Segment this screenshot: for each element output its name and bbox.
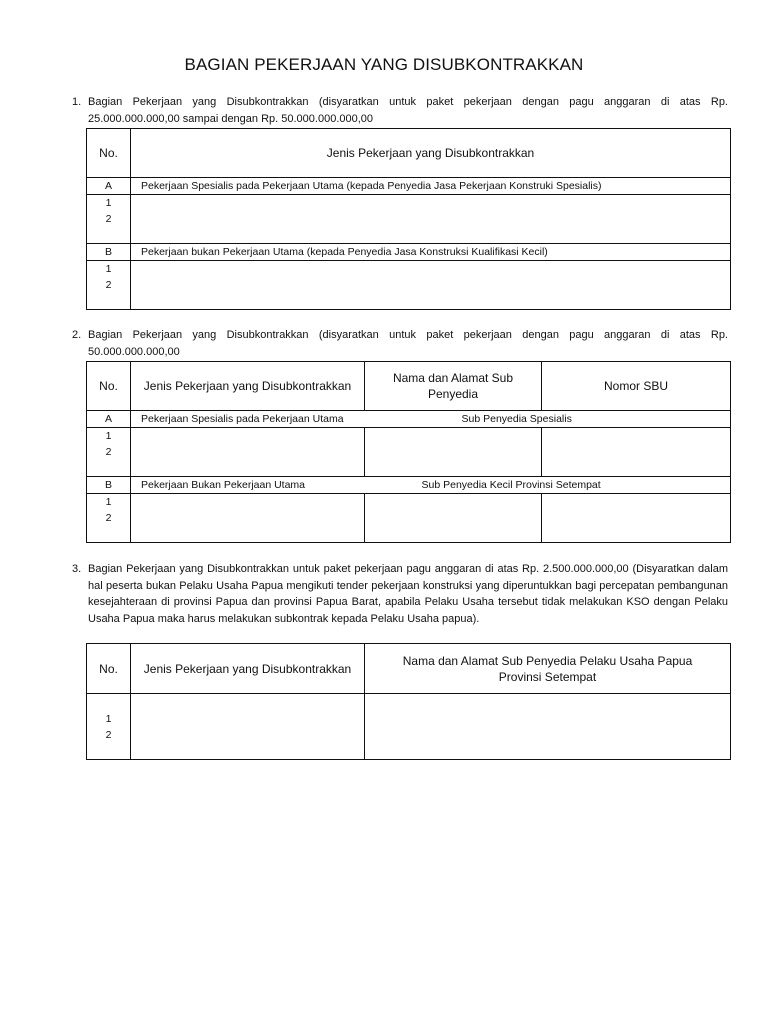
list-number: 2 [105,728,112,741]
list-number: 1 [105,430,112,442]
list-number: 2 [105,213,112,225]
section-3-text: Bagian Pekerjaan yang Disubkontrakkan untuk paket pekerjaan pagu anggaran di atas Rp. 2.500.000.000,00 (Disyaratkan dalam hal peserta bukan Pelaku Usaha Papua mengikuti tender pekerjaan konstruksi yang diperuntukkan bagi percepatan pembangunan kesejahteraan di provinsi Papua dan provinsi Papua Barat, apabila Pelaku Usaha tersebut tidak melakukan KSO dengan Pelaku Usaha Papua maka harus melakukan subkontrak kepada Pelaku Usaha papua). [88,563,728,625]
list-number: 1 [105,496,112,508]
table-1-row-a-entry-cell [131,195,731,244]
table-2-header-no: No. [87,362,131,411]
table-3-header-nama: Nama dan Alamat Sub Penyedia Pelaku Usaha Papua Provinsi Setempat [365,644,731,694]
table-1-row-b-label: B [87,244,131,261]
table-1-row-b-entry-cell [131,261,731,310]
table-2-row-b-label: B [87,477,131,494]
table-2-row-a-entry-cell [131,428,365,477]
table-2-row-b-text: Pekerjaan Bukan Pekerjaan Utama [131,477,365,494]
table-1-row-b-numbers [87,261,131,310]
list-number: 2 [105,512,112,524]
table-2-row-a-entry-cell [365,428,542,477]
table-1-row-a-numbers [87,195,131,244]
table-1-row-b-text: Pekerjaan bukan Pekerjaan Utama (kepada Penyedia Jasa Konstruksi Kualifikasi Kecil) [131,244,731,261]
section-1-paragraph [72,94,728,127]
table-2-row-b-numbers [87,494,131,543]
table-3-header-jenis: Jenis Pekerjaan yang Disubkontrakkan [131,644,365,694]
section-2-number: 2. [72,329,82,341]
table-2 [86,361,731,543]
table-2-row-a-label: A [87,411,131,428]
table-1-row-a-text: Pekerjaan Spesialis pada Pekerjaan Utama (kepada Penyedia Jasa Pekerjaan Konstruki Spesialis) [131,178,731,195]
list-number: 2 [105,446,112,458]
table-2-header-jenis: Jenis Pekerjaan yang Disubkontrakkan [131,362,365,411]
table-2-row-b-sub: Sub Penyedia Kecil Provinsi Setempat [365,477,731,494]
list-number: 2 [105,279,112,291]
section-2-paragraph [72,327,728,360]
table-2-header-nama: Nama dan Alamat Sub Penyedia [365,362,542,411]
table-1-header-jenis: Jenis Pekerjaan yang Disubkontrakkan [131,129,731,178]
table-3-entry-cell [365,694,731,760]
table-1-row-a-label: A [87,178,131,195]
table-2-row-b-entry-cell [542,494,731,543]
section-1-number: 1. [72,96,82,108]
table-2-row-b-entry-cell [131,494,365,543]
document-title: BAGIAN PEKERJAAN YANG DISUBKONTRAKKAN [184,55,584,74]
table-2-row-b-entry-cell [365,494,542,543]
section-3-number: 3. [72,563,82,575]
list-number: 1 [105,712,112,725]
table-3-entry-cell [131,694,365,760]
table-1 [86,128,731,310]
table-2-row-a-sub: Sub Penyedia Spesialis [365,411,731,428]
table-1-header-no: No. [87,129,131,178]
table-3-header-no: No. [87,644,131,694]
list-number: 1 [105,197,112,209]
table-3 [86,643,731,760]
section-3-paragraph [72,561,728,627]
section-2-text: Bagian Pekerjaan yang Disubkontrakkan (disyaratkan untuk paket pekerjaan dengan pagu anggaran di atas Rp. 50.000.000.000,00 [88,329,728,358]
list-number: 1 [105,263,112,275]
table-3-row-numbers [87,694,131,760]
table-2-row-a-entry-cell [542,428,731,477]
table-2-header-sbu: Nomor SBU [542,362,731,411]
table-2-row-a-numbers [87,428,131,477]
table-2-row-a-text: Pekerjaan Spesialis pada Pekerjaan Utama [131,411,365,428]
section-1-text: Bagian Pekerjaan yang Disubkontrakkan (disyaratkan untuk paket pekerjaan dengan pagu anggaran di atas Rp. 25.000.000.000,00 sampai dengan Rp. 50.000.000.000,00 [88,96,728,125]
